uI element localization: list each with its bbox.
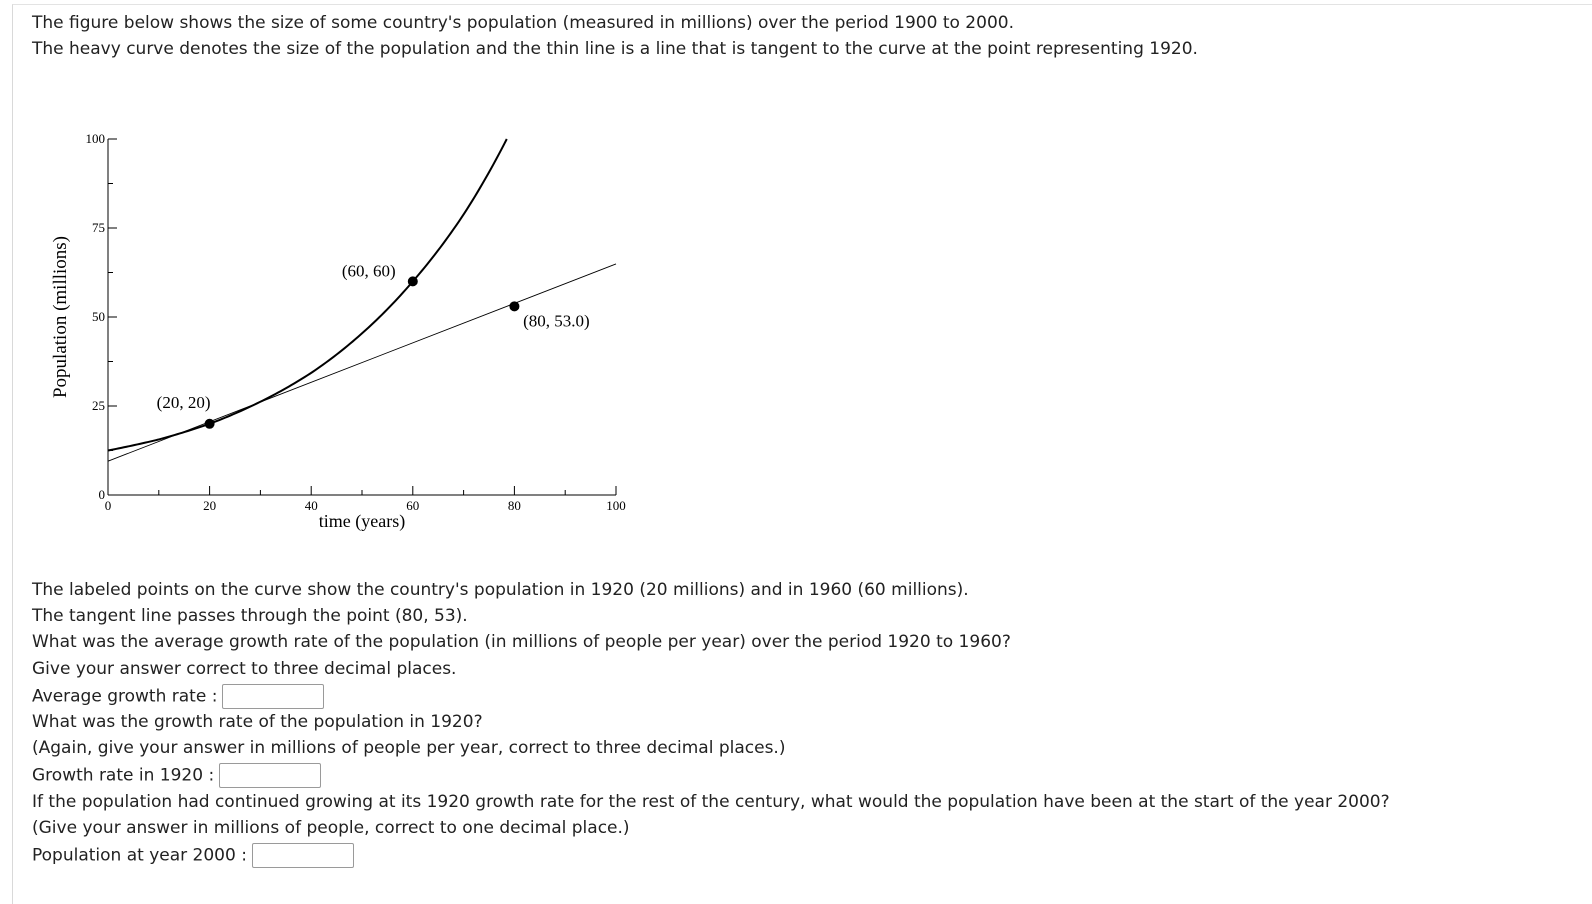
x-tick-label: 60	[406, 498, 420, 513]
x-tick-label: 100	[606, 498, 626, 513]
question-line-8: (Give your answer in millions of people, correct to one decimal place.)	[32, 818, 630, 838]
y-tick-label: 50	[92, 309, 105, 324]
growth-rate-input[interactable]	[219, 763, 321, 788]
point-label: (20, 20)	[156, 392, 211, 412]
population-2000-row	[32, 843, 354, 868]
x-tick-label: 80	[507, 498, 521, 513]
point-label: (80, 53.0)	[523, 311, 590, 331]
x-tick-label: 20	[203, 498, 217, 513]
question-line-4: Give your answer correct to three decimal places.	[32, 659, 457, 679]
y-tick-label: 25	[92, 398, 105, 413]
average-rate-row	[32, 684, 324, 709]
population-chart	[50, 122, 650, 542]
question-line-5: What was the growth rate of the population in 1920?	[32, 712, 483, 732]
population-2000-label: Population at year 2000 :	[32, 845, 247, 866]
y-tick-label: 100	[85, 131, 105, 146]
intro-line-2: The heavy curve denotes the size of the population and the thin line is a line that is tangent to the curve at the point representing 1920.	[32, 39, 1198, 59]
intro-line-1: The figure below shows the size of some country's population (measured in millions) over the period 1900 to 2000.	[32, 13, 1014, 33]
question-line-2: The tangent line passes through the point (80, 53).	[32, 606, 468, 626]
average-rate-input[interactable]	[222, 684, 324, 709]
y-axis-label: Population (millions)	[50, 235, 71, 399]
average-rate-label: Average growth rate :	[32, 686, 218, 707]
data-point	[509, 301, 519, 311]
question-line-1: The labeled points on the curve show the country's population in 1920 (20 millions) and in 1960 (60 millions).	[32, 580, 969, 600]
question-line-7: If the population had continued growing at its 1920 growth rate for the rest of the century, what would the population have been at the start of the year 2000?	[32, 792, 1390, 812]
chart-plot-area	[108, 139, 616, 461]
growth-rate-row	[32, 763, 321, 788]
tangent-line	[108, 264, 616, 461]
data-point	[205, 419, 215, 429]
data-point	[408, 276, 418, 286]
point-label: (60, 60)	[341, 261, 396, 281]
x-tick-label: 0	[104, 498, 112, 513]
population-2000-input[interactable]	[252, 843, 354, 868]
question-line-6: (Again, give your answer in millions of people per year, correct to three decimal places.)	[32, 738, 786, 758]
growth-rate-label: Growth rate in 1920 :	[32, 765, 215, 786]
y-tick-label: 75	[92, 220, 105, 235]
y-tick-label: 0	[98, 487, 105, 502]
x-axis-label: time (years)	[318, 511, 406, 531]
x-tick-label: 40	[304, 498, 318, 513]
question-line-3: What was the average growth rate of the population (in millions of people per year) over the period 1920 to 1960?	[32, 632, 1011, 652]
